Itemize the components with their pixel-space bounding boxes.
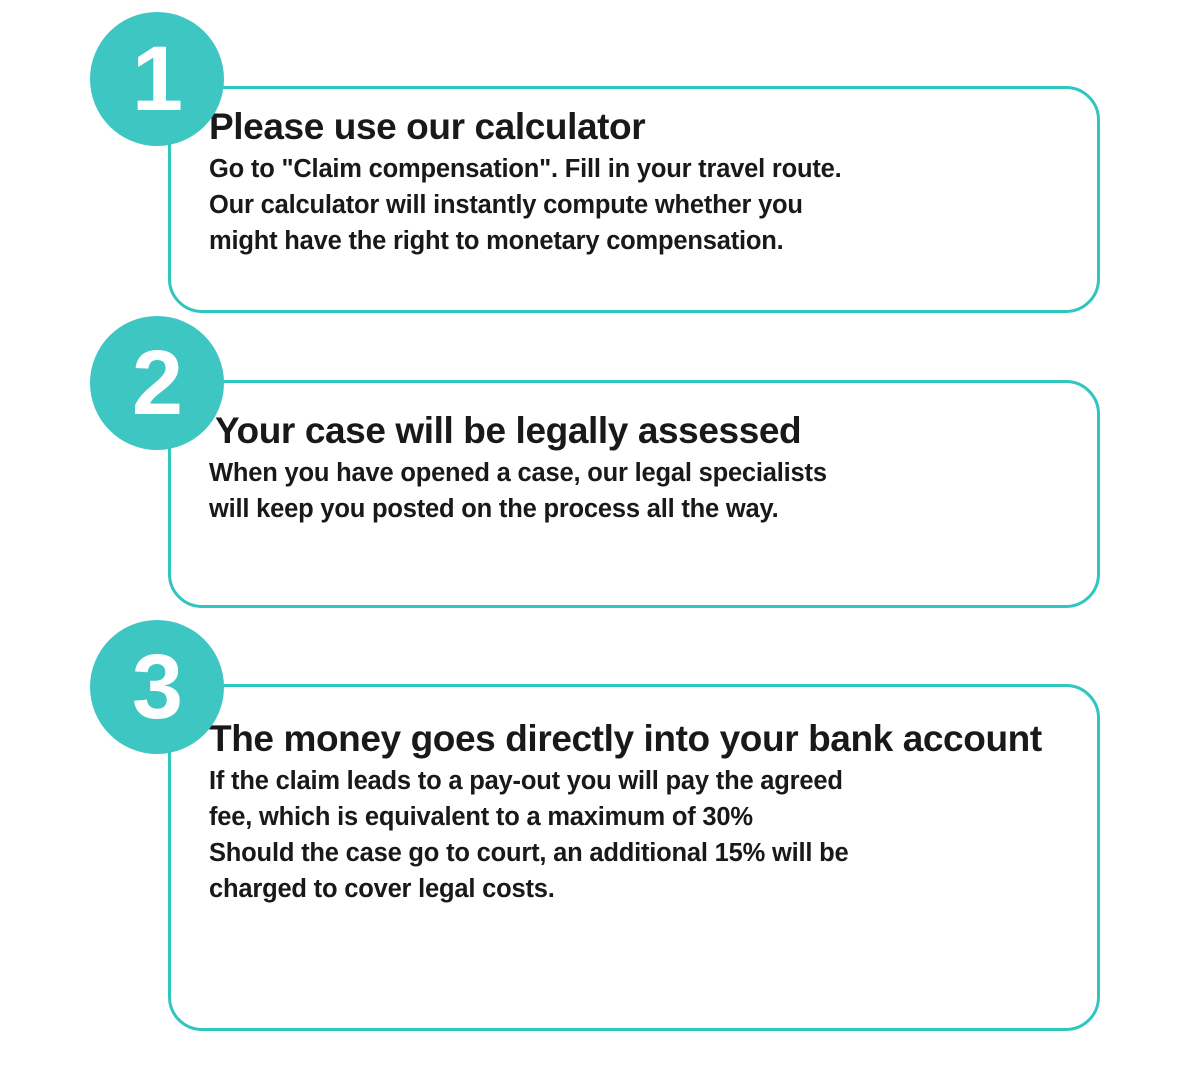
- step-number-badge-1: 1: [90, 12, 224, 146]
- step-body-line: might have the right to monetary compensation.: [209, 227, 784, 256]
- step-card-content-1: [171, 89, 1097, 277]
- step-number-badge-3: 3: [90, 620, 224, 754]
- step-body-line: If the claim leads to a pay-out you will pay the agreed: [209, 766, 843, 795]
- step-title-2: Your case will be legally assessed: [215, 410, 802, 451]
- step-card-2: [168, 380, 1100, 608]
- step-title-3: The money goes directly into your bank account: [209, 718, 1042, 759]
- step-body-line: When you have opened a case, our legal specialists: [209, 458, 827, 487]
- step-card-content-3: [171, 687, 1097, 925]
- step-number-badge-2: 2: [90, 316, 224, 450]
- step-title-1: Please use our calculator: [209, 106, 646, 147]
- step-card-3: [168, 684, 1100, 1031]
- step-body-line: will keep you posted on the process all the way.: [209, 494, 779, 523]
- step-body-line: Should the case go to court, an additional 15% will be: [209, 839, 849, 868]
- step-body-line: charged to cover legal costs.: [209, 875, 555, 904]
- step-body-line: Our calculator will instantly compute whether you: [209, 190, 803, 219]
- step-card-content-2: [171, 383, 1097, 545]
- step-body-line: fee, which is equivalent to a maximum of 30%: [209, 802, 753, 831]
- step-body-line: Go to "Claim compensation". Fill in your travel route.: [209, 154, 842, 183]
- step-card-1: [168, 86, 1100, 313]
